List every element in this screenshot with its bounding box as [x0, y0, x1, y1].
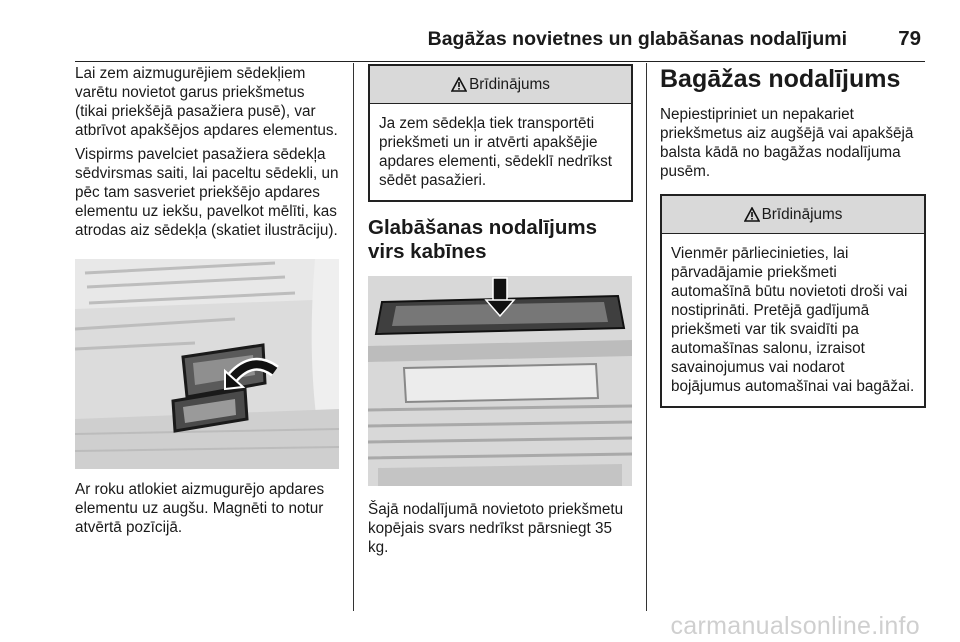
warning-header [662, 196, 924, 234]
section-heading: Glabāšanas nodalījums virs kabīnes [368, 216, 597, 263]
paragraph: Nepiestipriniet un nepakariet priekšmetus aiz augšējā vai apakšējā balsta kādā no bagāžas nodalījuma pusēm. [660, 106, 914, 180]
column-divider [353, 63, 354, 611]
page-number: 79 [898, 27, 921, 50]
warning-box [368, 64, 633, 202]
warning-title: Brīdinājums [761, 206, 843, 223]
page-header [75, 22, 925, 62]
overhead-storage-illustration [368, 276, 632, 486]
warning-text: Ja zem sēdekļa tiek transportēti priekšmeti un ir atvērti apakšējie apdares elementi, sēdeklī nedrīkst sēdēt pasažieri. [379, 115, 612, 189]
warning-triangle-icon [451, 77, 467, 92]
warning-box [660, 194, 926, 408]
paragraph: Lai zem aizmugurējiem sēdekļiem varētu novietot garus priekšmetus (tikai priekšējā pasažiera pusē), var atbrīvot apakšējos apdares elementus. [75, 65, 338, 139]
paragraph: Šajā nodalījumā novietoto priekšmetu kopējais svars nedrīkst pārsniegt 35 kg. [368, 501, 624, 556]
warning-title: Brīdinājums [469, 76, 550, 93]
watermark: carmanualsonline.info [670, 612, 920, 640]
paragraph: Ar roku atlokiet aizmugurējo apdares elementu uz augšu. Magnēti to notur atvērtā pozīcijā. [75, 481, 325, 536]
warning-triangle-icon [744, 207, 760, 222]
column-divider [646, 63, 647, 611]
seat-trim-illustration [75, 259, 339, 469]
column-3 [660, 64, 926, 408]
warning-header [370, 66, 631, 104]
warning-text: Vienmēr pārliecinieties, lai pārvadājamie priekšmeti automašīnā būtu novietoti droši vai nostiprināti. Pretējā gadījumā priekšmeti var tik svaidīti pa automašīnas salonu, izraisot savainojumus vai nodarot bojājumus automašīnai vai bagāžai. [671, 245, 915, 395]
column-1 [75, 64, 341, 542]
column-2 [368, 64, 633, 562]
section-heading: Bagāžas nodalījums [660, 65, 901, 93]
header-title: Bagāžas novietnes un glabāšanas nodalījumi [427, 28, 847, 50]
paragraph: Vispirms pavelciet pasažiera sēdekļa sēdvirsmas saiti, lai paceltu sēdekli, un pēc tam sasveriet priekšējo apdares elementu uz iekšu, pavelkot mēlīti, kas atrodas aiz sēdekļa (skatiet ilustrāciju). [75, 146, 339, 239]
